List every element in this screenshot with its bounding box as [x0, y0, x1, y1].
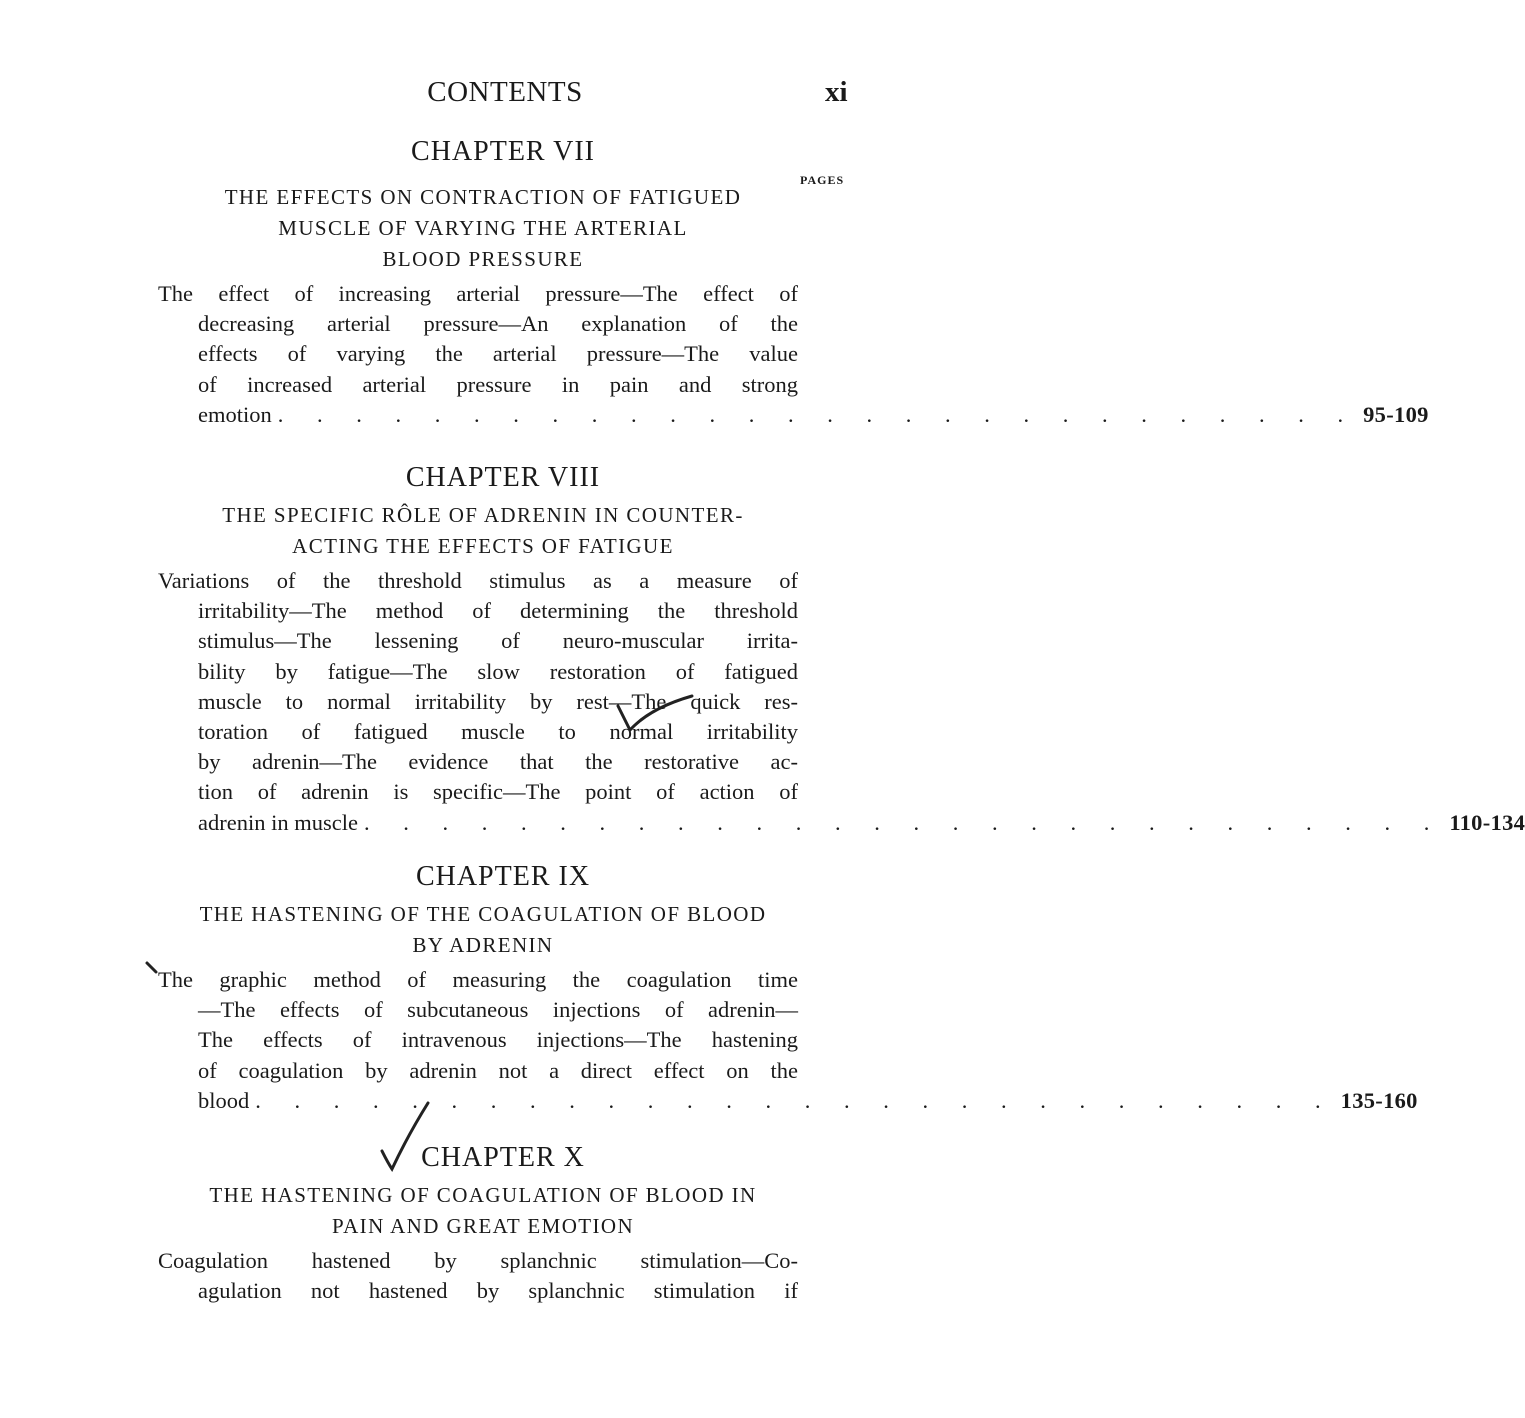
chapter-heading: CHAPTER VIII — [405, 462, 601, 493]
summary-line: The effects of intravenous injections—The hastening — [198, 1027, 798, 1053]
summary-line: The effect of increasing arterial pressure—The effect of — [158, 281, 798, 306]
summary-line: irritability—The method of determining the threshold — [198, 598, 798, 624]
running-head — [0, 76, 1000, 110]
chapter-ix — [158, 857, 1418, 1116]
summary-line: decreasing arterial pressure—An explanation of the — [198, 311, 798, 337]
dot-leader: . . . . . . . . . . . . . . . . . . . . . . . . . . . . — [277, 401, 1358, 427]
chapter-title-line: THE HASTENING OF THE COAGULATION OF BLOOD — [199, 902, 767, 926]
summary-line: The graphic method of measuring the coagulation time — [158, 967, 798, 992]
summary-line: Coagulation hastened by splanchnic stimulation—Co- — [158, 1248, 798, 1273]
summary-line: —The effects of subcutaneous injections of adrenin— — [198, 997, 798, 1023]
chapter-x — [158, 1138, 848, 1306]
chapter-title-line: BY ADRENIN — [412, 933, 554, 957]
chapter-summary — [158, 279, 1429, 430]
chapter-title-line: THE EFFECTS ON CONTRACTION OF FATIGUED — [224, 185, 742, 209]
chapter-title-line: MUSCLE OF VARYING THE ARTERIAL — [278, 216, 688, 240]
chapter-vii — [158, 132, 1429, 430]
page-range: 135-160 — [1340, 1087, 1418, 1113]
summary-line: bility by fatigue—The slow restoration of fatigued — [198, 658, 798, 684]
summary-line: by adrenin—The evidence that the restorative ac- — [198, 749, 798, 775]
summary-line: effects of varying the arterial pressure—The value — [198, 341, 798, 367]
summary-line: of coagulation by adrenin not a direct effect on the — [198, 1057, 798, 1083]
summary-last-line — [198, 1086, 1418, 1116]
chapter-title — [158, 182, 808, 275]
chapter-title-line: PAIN AND GREAT EMOTION — [331, 1214, 635, 1238]
summary-line: tion of adrenin is specific—The point of action of — [198, 779, 798, 805]
page-range: 110-134 — [1449, 809, 1525, 835]
chapter-title — [158, 1180, 808, 1242]
chapter-title — [158, 899, 808, 961]
chapter-summary — [158, 566, 1525, 838]
chapter-title-line: ACTING THE EFFECTS OF FATIGUE — [292, 534, 674, 558]
summary-line: toration of fatigued muscle to normal irritability — [198, 718, 798, 744]
pages-column-label: PAGES — [800, 173, 845, 187]
chapter-summary — [158, 965, 1418, 1116]
chapter-heading: CHAPTER VII — [411, 136, 595, 167]
summary-last-line — [198, 400, 1429, 430]
summary-line: emotion — [198, 401, 272, 427]
page-range: 95-109 — [1363, 401, 1429, 427]
chapter-title-line: THE HASTENING OF COAGULATION OF BLOOD IN — [209, 1183, 757, 1207]
summary-last-line — [198, 808, 1525, 838]
dot-leader: . . . . . . . . . . . . . . . . . . . . . . . . . . . . — [363, 809, 1444, 835]
chapter-title-line: BLOOD PRESSURE — [382, 247, 584, 271]
page-number: xi — [825, 76, 848, 108]
summary-line: blood — [198, 1087, 250, 1113]
summary-line: agulation not hastened by splanchnic stimulation if — [198, 1278, 798, 1304]
chapter-title — [158, 500, 808, 562]
chapter-heading: CHAPTER X — [421, 1142, 585, 1173]
page-title: CONTENTS — [427, 76, 583, 108]
summary-line: stimulus—The lessening of neuro-muscular irrita- — [198, 628, 798, 654]
chapter-title-line: THE SPECIFIC RÔLE OF ADRENIN IN COUNTER- — [222, 503, 744, 527]
chapter-heading: CHAPTER IX — [415, 861, 591, 892]
chapter-viii — [158, 458, 1525, 838]
summary-line: muscle to normal irritability by rest—The quick res- — [198, 688, 798, 714]
summary-line: Variations of the threshold stimulus as a measure of — [158, 568, 798, 593]
dot-leader: . . . . . . . . . . . . . . . . . . . . . . . . . . . . — [255, 1087, 1335, 1113]
chapter-summary — [158, 1246, 848, 1306]
summary-line: of increased arterial pressure in pain and strong — [198, 371, 798, 397]
summary-line: adrenin in muscle — [198, 809, 358, 835]
